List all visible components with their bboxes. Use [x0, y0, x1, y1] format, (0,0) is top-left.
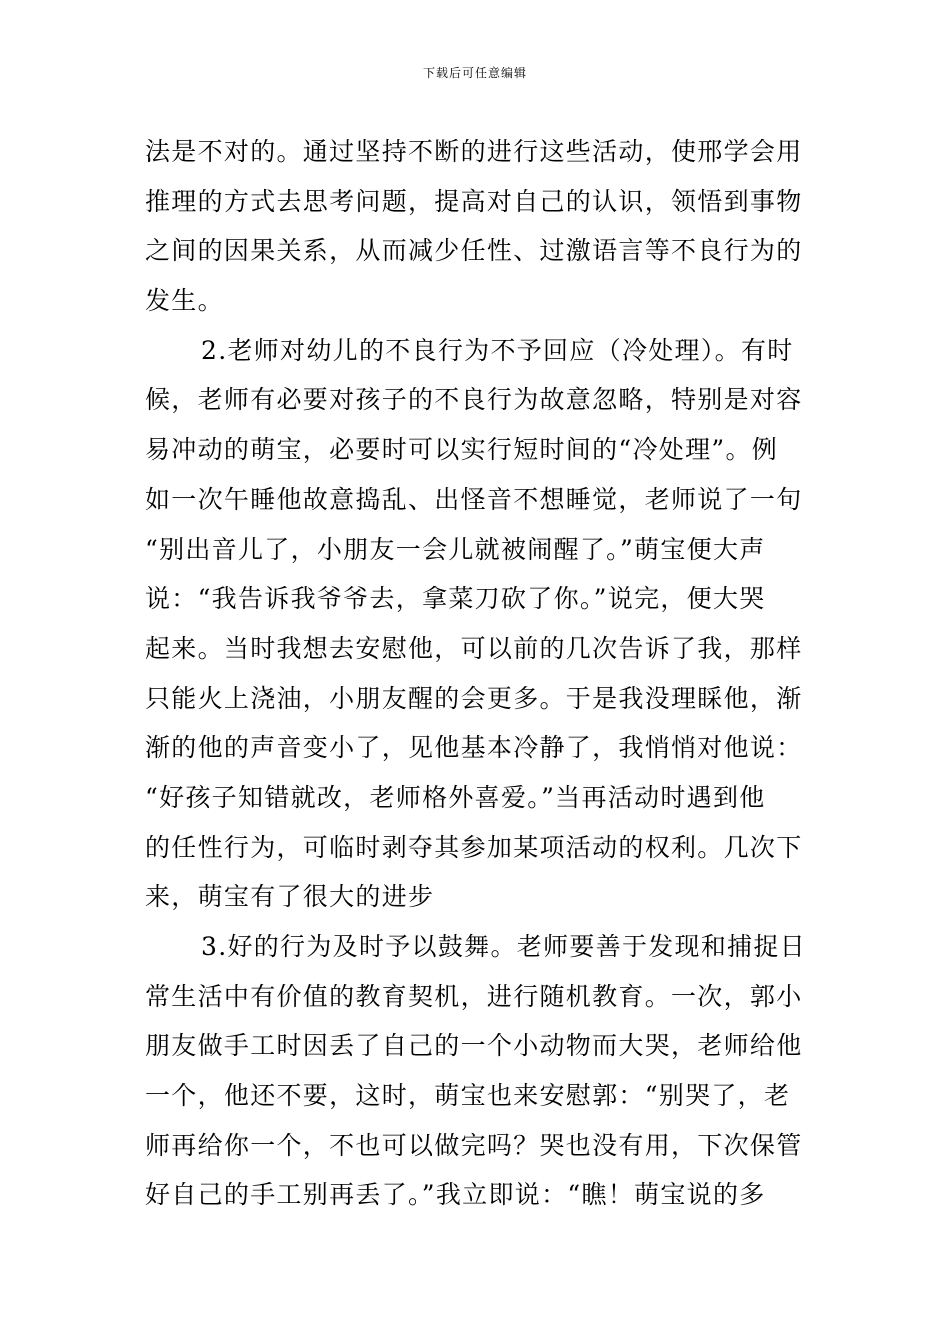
text-line: 法是不对的。通过坚持不断的进行这些活动，使邢学会用 [145, 137, 803, 166]
text-line: 常生活中有价值的教育契机，进行随机教育。一次，郭小 [145, 981, 803, 1011]
text-line: 的任性行为，可临时剥夺其参加某项活动的权利。几次下 [145, 832, 803, 862]
text-line: 只能火上浇油，小朋友醒的会更多。于是我没理睬他，渐 [145, 683, 803, 713]
text-line: 之间的因果关系，从而减少任性、过激语言等不良行为的 [145, 236, 803, 266]
document-body [145, 127, 810, 1220]
text-line: 如一次午睡他故意捣乱、出怪音不想睡觉，老师说了一句 [145, 484, 803, 514]
text-line: “别出音儿了，小朋友一会儿就被闹醒了。”萌宝便大声 [145, 534, 766, 564]
text-line: 3.好的行为及时予以鼓舞。老师要善于发现和捕捉日 [201, 932, 807, 961]
text-line: “好孩子知错就改，老师格外喜爱。”当再活动时遇到他 [145, 782, 766, 812]
text-line: 说：“我告诉我爷爷去，拿菜刀砍了你。”说完，便大哭 [145, 584, 766, 614]
text-line: 师再给你一个，不也可以做完吗？哭也没有用，下次保管 [145, 1130, 803, 1160]
text-line: 易冲动的萌宝，必要时可以实行短时间的“冷处理”。例 [145, 435, 779, 465]
text-line: 好自己的手工别再丢了。”我立即说：“瞧！萌宝说的多 [145, 1180, 766, 1210]
text-line: 朋友做手工时因丢了自己的一个小动物而大哭，老师给他 [145, 1031, 803, 1061]
text-line: 一个，他还不要，这时，萌宝也来安慰郭：“别哭了，老 [145, 1081, 791, 1111]
text-line: 来，萌宝有了很大的进步 [145, 882, 435, 912]
text-line: 渐的他的声音变小了，见他基本冷静了，我悄悄对他说： [145, 733, 803, 763]
text-line: 推理的方式去思考问题，提高对自己的认识，领悟到事物 [145, 186, 803, 216]
text-line: 2.老师对幼儿的不良行为不予回应（冷处理）。有时 [201, 335, 794, 365]
page-header: 下载后可任意编辑 [422, 66, 527, 80]
text-line: 起来。当时我想去安慰他，可以前的几次告诉了我，那样 [145, 633, 803, 663]
text-line: 候，老师有必要对孩子的不良行为故意忽略，特别是对容 [145, 385, 803, 415]
text-line: 发生。 [145, 286, 224, 316]
